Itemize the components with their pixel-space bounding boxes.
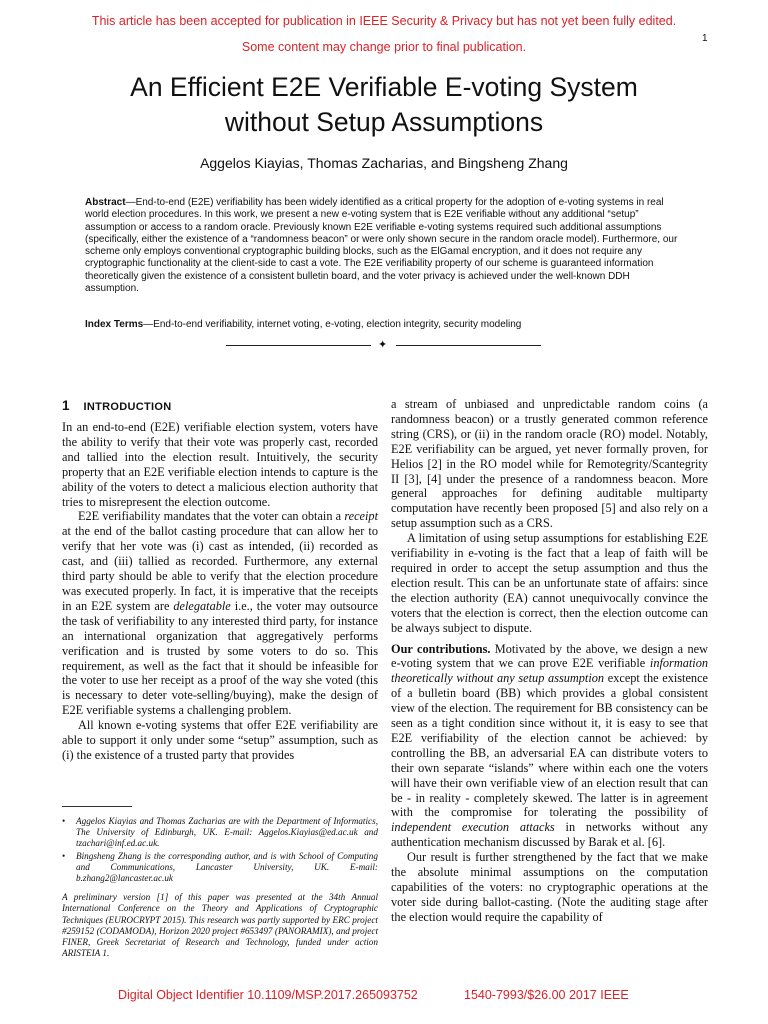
paper-title [40,70,728,140]
footer-doi: Digital Object Identifier 10.1109/MSP.2017.265093752 [118,988,418,1002]
acceptance-notice-line1: This article has been accepted for publication in IEEE Security & Privacy but has not yet been fully edited. [91,14,677,28]
acceptance-notice-line2: Some content may change prior to final publication. [241,40,527,54]
paper-title-line2: without Setup Assumptions [224,107,544,137]
paper-title-line1: An Efficient E2E Verifiable E-voting System [130,72,638,102]
paper-authors: Aggelos Kiayias, Thomas Zacharias, and Bingsheng Zhang [200,155,568,171]
index-terms-text: —End-to-end verifiability, internet voting, e-voting, election integrity, security modeling [143,319,522,330]
section-heading [62,398,171,413]
separator-line-left [226,345,371,346]
footer-issn: 1540-7993/$26.00 2017 IEEE [464,988,629,1002]
intro-paragraph-1: In an end-to-end (E2E) verifiable election system, voters have the ability to verify that their vote was properly cast, recorded and tallied into the election result. Intuitively, the security property that an E2E verifiable election intends to capture is the ability of the voters to detect a malicious election authority that tries to misrepresent the election outcome. [62,420,378,509]
index-terms-label: Index Terms [85,319,144,330]
right-paragraph-4: Our result is further strengthened by the fact that we make the absolute minimal assumptions on the computation capabilities of the voters: no cryptographic operations at the voter side during ballot-casting. (Note the auditing stage after the election would require the capability of [391,850,708,924]
abstract-text: —End-to-end (E2E) verifiability has been widely identified as a critical property for the adoption of e-voting systems in real world election procedures. In this work, we present a new e-voting system that is E2E verifiable without any additional “setup” assumption or access to a random oracle. Previously known E2E verifiable e-voting systems required such additional assumptions (specifically, either the existence of a “randomness beacon” or were only shown secure in the random oracle model). Furthermore, our scheme only employs conventional cryptographic building blocks, such as the ElGamal encryption, and it does not require any cryptographic functionality at the client-side to cast a vote. The E2E verifiability property of our scheme is guaranteed information theoretically given the existence of a consistent bulletin board, and the voter privacy is achieved under the well-known DDH assumption. [85,197,678,295]
contributions-paragraph: Our contributions. Motivated by the above, we design a new e-voting system that we can prove E2E verifiable information theoretically without any setup assumption except the existence of a bulletin board (BB) which provides a global consistent view of the election. The requirement for BB consistency can be seen as a tight condition since without it, it is easy to see that E2E verifiability of the election cannot be achieved: by controlling the BB, an adversarial EA can distribute voters to their own separate “islands” where within each one the voters will have their own verifiable view of an election result that can be - in reality - completely skewed. The latter is in agreement with the compromise for tolerating the possibility of independent execution attacks in networks without any authentication mechanism discussed by Barak et al. [6]. [391,641,708,850]
separator-diamond: ✦ [378,339,388,351]
right-column [391,397,708,925]
section-number: 1 [62,398,70,413]
footnote-rule [62,806,132,807]
footnote-preliminary-version: A preliminary version [1] of this paper was presented at the 34th Annual International Conference on the Theory and Applications of Cryptographic Techniques (EUROCRYPT 2015). This research was partly supported by ERC project #259152 (CODAMODA), Horizon 2020 project #653497 (PANORAMIX), and project FINER, Greek Secretariat of Research and Technology, funded under action ARISTEIA 1. [62,892,378,959]
section-title: INTRODUCTION [83,401,172,413]
index-terms [85,319,681,331]
footnote-affiliation-2: • Bingsheng Zhang is the corresponding author, and is with School of Computing and Communications, Lancaster University, UK. E-mail: b.zhang2@lancaster.ac.uk [62,850,378,884]
footnotes [62,816,378,959]
left-column [62,420,378,763]
intro-paragraph-3: All known e-voting systems that offer E2E verifiability are able to support it only under some “setup” assumption, such as (i) the existence of a trusted party that provides [62,718,378,762]
separator-line-right [396,345,541,346]
intro-paragraph-2: E2E verifiability mandates that the voter can obtain a receipt at the end of the ballot casting procedure that can allow her to verify that her vote was (i) cast as intended, (ii) recorded as cast, and (iii) tallied as recorded. Furthermore, any external third party should be able to verify that the election procedure was executed properly. In fact, it is imperative that the receipts in an E2E system are delegatable i.e., the voter may outsource the task of verifiability to any interested third party, for instance an international organization that aggregatively performs verification and is trusted by some voters to do so. This requirement, as well as the fact that it should be infeasible for the voter to use her receipt as a proof of the way she voted (this is necessary to deter vote-selling/buying), make the design of E2E verifiable systems a challenging problem. [62,509,378,718]
footnote-affiliation-1: • Aggelos Kiayias and Thomas Zacharias are with the Department of Informatics, The University of Edinburgh, UK. E-mail: Aggelos.Kiayias@ed.ac.uk and tzachari@inf.ed.ac.uk. [62,816,378,849]
abstract-label: Abstract [85,197,126,208]
right-paragraph-1: a stream of unbiased and unpredictable random coins (a randomness beacon) or a trustly generated common reference string (CRS), or (ii) in the random oracle (RO) model. Notably, E2E verifiability can be argued, yet never formally proven, for Helios [2] in the RO model while for Remotegrity/Scantegrity II [3], [4] under the presence of a randomness beacon. More general approaches for defining auditable multiparty computation have recently been proposed [5] and also rely on a setup assumption such as a CRS. [391,397,708,531]
abstract [85,197,681,295]
right-paragraph-2: A limitation of using setup assumptions for establishing E2E verifiability in e-voting is the fact that a leap of faith will be required in order to accept the setup assumption and thus the election result. This can be an unfortunate state of affairs: since the election authority (EA) cannot unequivocally convince the voters that the election is correct, then the election outcome can be always subject to dispute. [391,531,708,635]
page-number: 1 [702,33,708,44]
